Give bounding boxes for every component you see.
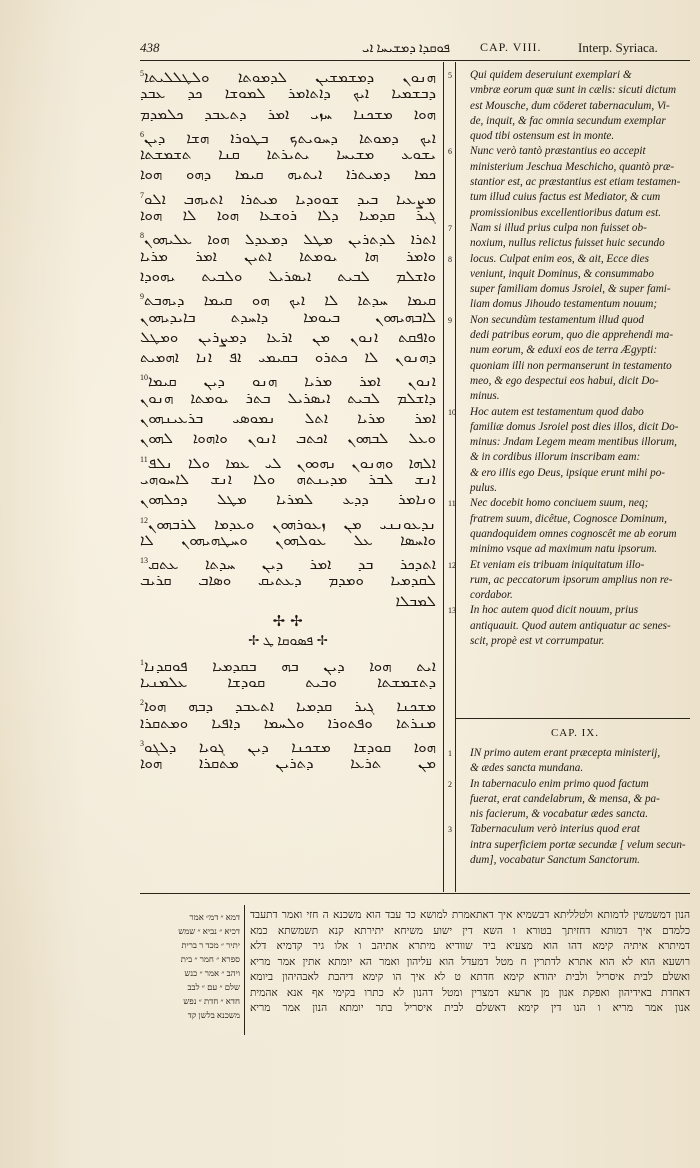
syriac-line <box>140 754 436 774</box>
latin-line <box>462 527 688 542</box>
syriac-line <box>140 125 436 145</box>
margin-note: משכנא בלשן קד <box>187 1010 240 1020</box>
latin-line <box>462 374 688 389</box>
latin-line-text: ministerium Jeschua Meschicho, quantò præ- <box>470 160 675 173</box>
latin-line <box>462 359 688 374</box>
syriac-line-text: ✢ ܦܣܘܩܐ ܛ ✢ <box>248 634 328 650</box>
latin-line <box>462 297 688 312</box>
latin-line <box>462 160 688 175</box>
syriac-line-text: ܕܒܫܡܝܐ ܐܝܟ ܕܐܬܐܡܪ ܠܡܘܫܐ ܟܕ ܥܒܕ <box>140 86 436 103</box>
latin-line <box>448 68 688 83</box>
column-rule-left <box>443 62 444 892</box>
syriac-line <box>140 145 436 165</box>
chapter-ix-heading: CAP. IX. <box>550 727 600 739</box>
syriac-line-text: ܕܬܫܡܫܬܐ ܘܒܝܬ ܩܘܕܫܐ ܥܠܡܢܝܐ <box>140 674 436 691</box>
verse-number: 6 <box>140 129 144 139</box>
latin-line-text: Nam si illud prius culpa non fuisset ob- <box>470 221 647 234</box>
latin-line <box>448 746 688 761</box>
latin-line <box>462 481 688 496</box>
latin-line <box>462 853 688 868</box>
syriac-line <box>140 105 436 125</box>
latin-line-text: IN primo autem erant præcepta ministerij, <box>470 747 661 759</box>
latin-line-text: Hoc autem est testamentum quod dabo <box>470 405 644 418</box>
latin-line-text: promissionibus excellentioribus datum est. <box>470 206 662 219</box>
margin-note: שלם ״ עם ״ לבב <box>187 982 240 992</box>
verse-number: 5 <box>140 69 144 78</box>
syriac-line-text: ܗܘܐ ܩܘܕܫܐ ܡܫܟܢܐ ܕܝܢ ܓܘܝܐ ܕܠܓܘ <box>144 739 436 756</box>
latin-line <box>462 435 688 450</box>
margin-note: חדא ״ חדת ״ נפש <box>183 996 240 1006</box>
syriac-line <box>140 308 436 328</box>
latin-line <box>462 450 688 465</box>
latin-line-text: quod tibi ostensum est in monte. <box>470 130 615 143</box>
syriac-line-text: ܠܩܕܡܝܐ ܘܡܕܡ ܕܥܬܝܩ ܘܣܐܒ ܩܪܝܒ <box>140 573 436 590</box>
syriac-line <box>140 734 436 754</box>
syriac-line <box>140 84 436 104</box>
syriac-line-text: ܝܫܘܥ ܡܫܝܚܐ ܝܬܝܪܬܐ ܩܢܐ ܬܫܡܫܬܐ <box>140 147 436 164</box>
margin-note: יתיר ״ מכד ר ברית <box>181 940 240 950</box>
latin-line <box>462 542 688 557</box>
syriac-line <box>140 226 436 249</box>
latin-line-text: dedi patribus eorum, quo die apprehendi ma- <box>470 329 674 342</box>
syriac-line-text: ܓܝܪ ܩܕܡܝܐ ܕܠܐ ܪܘܫܥܐ ܗܘܐ ܠܐ ܗܘܐ <box>140 208 436 225</box>
syriac-line <box>140 511 436 531</box>
latin-line <box>462 573 688 588</box>
verse-number: 5 <box>448 71 452 80</box>
verse-number: 8 <box>140 231 144 241</box>
syriac-line <box>140 714 436 734</box>
hebrew-line: דמיתרא איתיה קימא דהו הוא מצעיא ביד שוודיא מיתרא אתיהב ו אלו גיר קדמיא דלא <box>250 941 690 952</box>
syriac-line-text: ܘܐܚܣܐ ܥܠ ܥܘܠܗܘܢ ܘܚܛܗܝܗܘܢ ܠܐ <box>140 532 436 549</box>
syriac-line-text: ✢ ✢ <box>272 614 304 631</box>
hebrew-line: רושעא הוא לא הוא אתרא לדתרין ח מטל דמעדל הוא עליהון ואמר הא יומתא אתין אמר מריא <box>250 956 690 968</box>
verse-number: 1 <box>140 657 144 667</box>
latin-line <box>462 114 688 129</box>
latin-line <box>462 466 688 481</box>
latin-line-text: minus: Jndam Legem meam mentibus illorum, <box>470 436 677 449</box>
latin-line-text: Nunc verò tantò præstantius eo accepit <box>470 145 646 158</box>
syriac-line-text: ܡܫܟܢܐ ܓܝܪ ܩܕܡܝܐ ܐܬܥܒܕ ܕܒܗ ܗܘܐ <box>144 699 436 716</box>
hebrew-line: אנון אמר מריא ו הנו דין קימא דאשלם לבית איסריל בתר יומתא הנון אמר מריא <box>250 1003 690 1014</box>
latin-chapter-ix-column <box>448 746 688 868</box>
verse-number: 11 <box>448 499 456 509</box>
latin-line <box>462 206 688 221</box>
syriac-line <box>140 389 436 409</box>
syriac-line-text: ܘܥܠ ܠܒܗܘܢ ܐܟܬܒ ܐܢܘܢ ܘܐܗܘܐ ܠܗܘܢ <box>140 431 436 448</box>
syriac-line <box>140 186 436 206</box>
margin-note: ויהב ״ אמר ״ כנש <box>184 968 240 978</box>
syriac-line <box>140 490 436 510</box>
verse-number: 10 <box>448 407 456 417</box>
syriac-line <box>140 328 436 348</box>
verse-number: 8 <box>448 254 452 264</box>
syriac-line-text: ܐܡܪ ܡܪܝܐ ܐܬܠ ܢܡܘܣܝ ܒܪܥܝܢܗܘܢ <box>140 411 436 428</box>
verse-number: 2 <box>140 698 144 708</box>
latin-line-text: fuerat, erat candelabrum, & mensa, & pa- <box>470 792 660 805</box>
latin-line <box>462 389 688 404</box>
chapter-heading: CAP. VIII. <box>480 40 542 54</box>
syriac-line <box>140 368 436 391</box>
syriac-line <box>140 551 436 574</box>
latin-line <box>462 328 688 343</box>
latin-line-text: de, inquit, & fac omnia secundum exemplar <box>470 114 666 127</box>
interpretation-label: Interp. Syriaca. <box>578 40 658 55</box>
latin-line-text: tum illud cuius factus est Mediator, & cum <box>470 191 661 204</box>
latin-line-text: minus. <box>470 390 500 403</box>
syriac-line <box>140 653 436 673</box>
syriac-line-text: ܟܡܐ ܕܡܝܬܪܐ ܐܝܬܝܗ ܩܝܡܐ ܕܗܘ ܗܘܐ <box>140 167 436 184</box>
latin-line <box>462 129 688 144</box>
latin-line <box>448 822 688 837</box>
syriac-line-text: ܠܐܒܗܝܗܘܢ ܒܝܘܡܐ ܕܐܚܕܬ ܒܐܝܕܝܗܘܢ <box>140 309 436 326</box>
syriac-line-text: ܡܢܪܬܐ ܘܦܬܘܪܐ ܘܠܚܡܐ ܕܐܦܝܐ ܘܡܬܩܪܐ <box>140 715 436 732</box>
running-header <box>0 40 700 62</box>
syriac-line <box>140 673 436 693</box>
latin-line-text: quandoquidem omnes cognoscêt me ab eorum <box>470 527 677 540</box>
latin-line <box>462 420 688 435</box>
footer-column-rule <box>244 905 245 1035</box>
latin-line-text: num eorum, & eduxi eos de terra Ægypti: <box>470 344 658 357</box>
latin-line <box>462 761 688 776</box>
syriac-line <box>140 287 436 310</box>
latin-line <box>448 496 688 511</box>
syriac-line-text: ܐܠܗܐ ܘܗܢܘܢ ܢܗܘܘܢ ܠܝ ܥܡܐ ܘܠܐ ܢܠܦ <box>147 455 436 472</box>
syriac-line-text: ܐܢܫ ܠܒܪ ܡܕܝܢܬܗ ܘܠܐ ܐܢܫ ܠܐܚܘܗܝ <box>140 471 436 488</box>
latin-line <box>462 588 688 603</box>
hebrew-line: דאחדת באידיהון ואפקת אנון מן ארעא דמצרין ומטל דהנון לא כתרו בקימי אף אנא אהמית <box>250 987 690 999</box>
latin-line-text: locus. Culpat enim eos, & ait, Ecce dies <box>470 252 649 265</box>
margin-note: דכיא ״ נביא ״ שמש <box>178 926 240 936</box>
latin-line-text: dum], vocabatur Sanctum Sanctorum. <box>470 854 640 867</box>
syriac-line <box>140 429 436 449</box>
latin-line <box>462 83 688 98</box>
syriac-line <box>140 693 436 716</box>
latin-line-text: nis facierum, & vocabatur ædes sancta. <box>470 808 649 821</box>
margin-note: ספרא ״ חמר ״ בית <box>180 954 240 964</box>
syriac-line-text: ܢܕܥܘܢܢܝ ܡܢ ܙܥܘܪܗܘܢ ܘܥܕܡܐ ܠܪܒܗܘܢ <box>148 516 436 533</box>
syriac-text-column <box>140 64 436 774</box>
latin-line-text: In hoc autem quod dicit nouum, prius <box>470 604 639 617</box>
syriac-line-text: ܡܢ ܬܪܥܐ ܕܬܪܝܢ ܡܬܩܪܐ ܗܘܐ <box>140 756 436 773</box>
syriac-line <box>140 64 436 84</box>
latin-line <box>448 603 688 618</box>
syriac-line <box>140 247 436 267</box>
hebrew-line: ואשלם לבית איסריל ולבית יהודא קימא חדתא ט לא איך הו קימא דיהבת לאבהיהון ביומא <box>250 972 690 983</box>
verse-number: 12 <box>140 515 148 525</box>
syriac-line-text: ܕܗܢܘܢ ܠܐ ܟܬܪܘ ܒܩܝܡܝ ܐܦ ܐܢܐ ܐܗܡܝܬ <box>140 350 436 367</box>
syriac-line-text: ܕܐܫܠܡ ܠܒܝܬ ܐܝܣܪܝܠ ܒܬܪ ܝܘܡܬܐ ܗܢܘܢ <box>140 390 436 407</box>
latin-line <box>448 252 688 267</box>
column-rule-right <box>455 62 456 892</box>
latin-line <box>448 221 688 236</box>
verse-number: 10 <box>140 373 148 383</box>
hebrew-transliteration-block <box>250 908 690 1017</box>
syriac-line <box>140 592 436 612</box>
verse-number: 9 <box>448 315 452 325</box>
latin-line-text: antiquauit. Quod autem antiquatur ac senes- <box>470 619 671 632</box>
latin-line <box>448 558 688 573</box>
syriac-line-text: ܘܐܫܠܡ ܠܒܝܬ ܐܝܣܪܝܠ ܘܠܒܝܬ ܝܗܘܕܐ <box>140 268 436 285</box>
latin-line <box>462 792 688 807</box>
latin-line-text: In tabernaculo enim primo quod factum <box>470 777 649 790</box>
syriac-line <box>140 165 436 185</box>
hebrew-margin-notes <box>148 910 240 1022</box>
latin-line <box>448 313 688 328</box>
verse-number: 2 <box>448 779 452 789</box>
latin-line-text: & ero illis ego Deus, ipsique erunt mihi po- <box>470 466 666 479</box>
latin-line <box>448 777 688 792</box>
syriac-line <box>140 470 436 490</box>
latin-line-text: liam domus Jihoudo testamentum nouum; <box>470 298 658 311</box>
latin-line <box>462 807 688 822</box>
latin-line-text: rum, ac peccatorum ipsorum amplius non re- <box>470 573 673 586</box>
syriac-line-text: ܐܬܪܐ ܠܕܬܪܝܢ ܡܛܠ ܕܡܥܕܠ ܗܘܐ ܥܠܝܗܘܢ <box>144 232 436 249</box>
latin-line-text: cordabor. <box>470 589 513 602</box>
syriac-line <box>140 348 436 368</box>
latin-line-text: familiæ domus Jsroiel post dies illos, dicit Do- <box>470 420 679 433</box>
latin-line-text: Tabernaculum verò interius quod erat <box>470 823 640 836</box>
latin-line-text: Qui quidem deseruiunt exemplari & <box>470 69 632 81</box>
syriac-line <box>140 267 436 287</box>
latin-line-text: & ædes sancta mundana. <box>470 762 584 775</box>
verse-number: 13 <box>140 556 148 566</box>
chapter-divider <box>456 718 690 719</box>
syriac-line <box>140 612 436 632</box>
hebrew-line: הנון דמשמשין לדמותא ולטלליתא דבשמיא איך דאתאמרת למושא כד עבד הוא משכנא ה חזי ואמר דתעבד <box>250 910 690 921</box>
latin-line-text: noxium, nullus relictus fuisset huic secundo <box>470 237 665 250</box>
latin-line <box>462 190 688 205</box>
verse-number: 3 <box>140 738 144 748</box>
syriac-line <box>140 632 436 652</box>
syriac-line <box>140 571 436 591</box>
syriac-line <box>140 531 436 551</box>
latin-line-text: pulus. <box>470 482 498 495</box>
latin-line <box>462 267 688 282</box>
latin-line-text: Et veniam eis tribuam iniquitatum illo- <box>470 558 645 571</box>
latin-line-text: & in cordibus illorum inscribam eam: <box>470 451 641 464</box>
latin-line-text: Non secundùm testamentum illud quod <box>470 313 645 326</box>
verse-number: 9 <box>140 292 144 302</box>
syriac-line-text: ܐܝܬ ܗܘܐ ܕܝܢ ܒܗ ܒܩܕܡܝܐ ܦܘܩܕܢܐ <box>144 658 436 675</box>
syriac-line-text: ܡܨܥܝܐ ܒܝܕ ܫܘܘܕܝܐ ܡܝܬܪܐ ܐܬܝܗܒ ܐܠܘ <box>144 191 436 208</box>
syriac-line-text: ܐܝܟ ܕܡܘܬܐ ܕܚܘܝܬܟ ܒܛܘܪܐ ܗܫܐ ܕܝܢ <box>144 130 436 147</box>
latin-line <box>462 175 688 190</box>
latin-line <box>462 343 688 358</box>
latin-line <box>462 634 688 649</box>
latin-line-text: meo, & ego despectui eos habui, dicit Do- <box>470 374 659 387</box>
latin-line <box>462 236 688 251</box>
syriac-line-text: ܘܢܐܡܪ ܕܕܥ ܠܡܪܝܐ ܡܛܠ ܕܟܠܗܘܢ <box>140 492 436 509</box>
syriac-line <box>140 409 436 429</box>
verse-number: 12 <box>448 560 456 570</box>
latin-text-column <box>448 68 688 649</box>
header-rule <box>140 60 690 61</box>
syriac-line-text: ܩܝܡܐ ܚܕܬܐ ܠܐ ܐܝܟ ܗܘ ܩܝܡܐ ܕܝܗܒܬ <box>144 293 436 310</box>
latin-line-text: minimo vsque ad maximum natu ipsorum. <box>470 543 658 556</box>
verse-number: 7 <box>448 223 452 233</box>
latin-line-text: quoniam illi non permanserunt in testamento <box>470 359 672 372</box>
latin-line <box>462 99 688 114</box>
latin-line-text: super familiam domus Jsroiel, & super fami- <box>470 283 671 296</box>
syriac-line-text: ܐܢܘܢ ܐܡܪ ܡܪܝܐ ܗܢܘ ܕܝܢ ܩܝܡܐ <box>148 374 436 391</box>
syriac-line <box>140 450 436 470</box>
syriac-line-text: ܘܐܡܪ ܗܐ ܝܘܡܬܐ ܐܬܝܢ ܐܡܪ ܡܪܝܐ <box>140 248 436 265</box>
latin-line-text: Nec docebit homo conciuem suum, neq; <box>470 497 649 510</box>
hebrew-line: כלמדם איך דמותא דחזיתך בטורא ו השא דין ישוע משיחא יתירתא קנא תשמשתא כמא <box>250 925 690 937</box>
latin-line <box>462 619 688 634</box>
verse-number: 3 <box>448 825 452 835</box>
latin-line-text: est Mousche, dum cöderet tabernaculum, Vi- <box>470 99 670 112</box>
footer-rule <box>140 893 690 894</box>
latin-line-text: scit, propè est vt corrumpatur. <box>470 634 605 647</box>
syriac-line-text: ܠܡܒܠܐ <box>395 593 436 610</box>
verse-number: 13 <box>448 606 456 616</box>
latin-line <box>462 838 688 853</box>
latin-line <box>462 512 688 527</box>
latin-line-text: intra superficiem portæ secundæ [ velum secun- <box>470 838 686 851</box>
verse-number: 11 <box>140 454 148 464</box>
running-head-syriac: ܦܘܩܕܐ ܕܡܫܝܚܐ ܐܝ <box>362 40 450 55</box>
latin-line <box>462 282 688 297</box>
latin-line-text: fratrem suum, dicêtue, Cognosce Dominum, <box>470 512 667 525</box>
syriac-line <box>140 206 436 226</box>
syriac-line-text: ܗܢܘܢ ܕܡܫܡܫܝܢ ܠܕܡܘܬܐ ܘܠܛܠܠܝܬܐ <box>144 70 436 86</box>
margin-note: דמא ״ דמ״ אמר <box>189 912 240 922</box>
verse-number: 1 <box>448 749 452 758</box>
latin-line-text: stantior est, ac præstantius est etiam testamen- <box>470 176 681 189</box>
verse-number: 6 <box>448 147 452 157</box>
syriac-line-text: ܘܐܦܩܬ ܐܢܘܢ ܡܢ ܐܪܥܐ ܕܡܨܪܝܢ ܘܡܛܠ <box>140 329 436 346</box>
page-number: 438 <box>140 40 160 55</box>
latin-line-text: vmbræ eorum quæ sunt in cælis: sicuti dictum <box>470 84 677 97</box>
syriac-line-text: ܐܬܕܟܪ ܒܕ ܐܡܪ ܕܝܢ ܚܕܬܐ ܥܬܩ <box>148 557 436 574</box>
latin-line <box>448 405 688 420</box>
latin-line <box>448 144 688 159</box>
syriac-line-text: ܗܘܐ ܡܫܟܢܐ ܚܙܝ ܐܡܪ ܕܬܥܒܕ ܟܠܡܕܡ <box>140 106 436 123</box>
verse-number: 7 <box>140 190 144 200</box>
latin-line-text: veniunt, inquit Dominus, & consummabo <box>470 267 654 280</box>
